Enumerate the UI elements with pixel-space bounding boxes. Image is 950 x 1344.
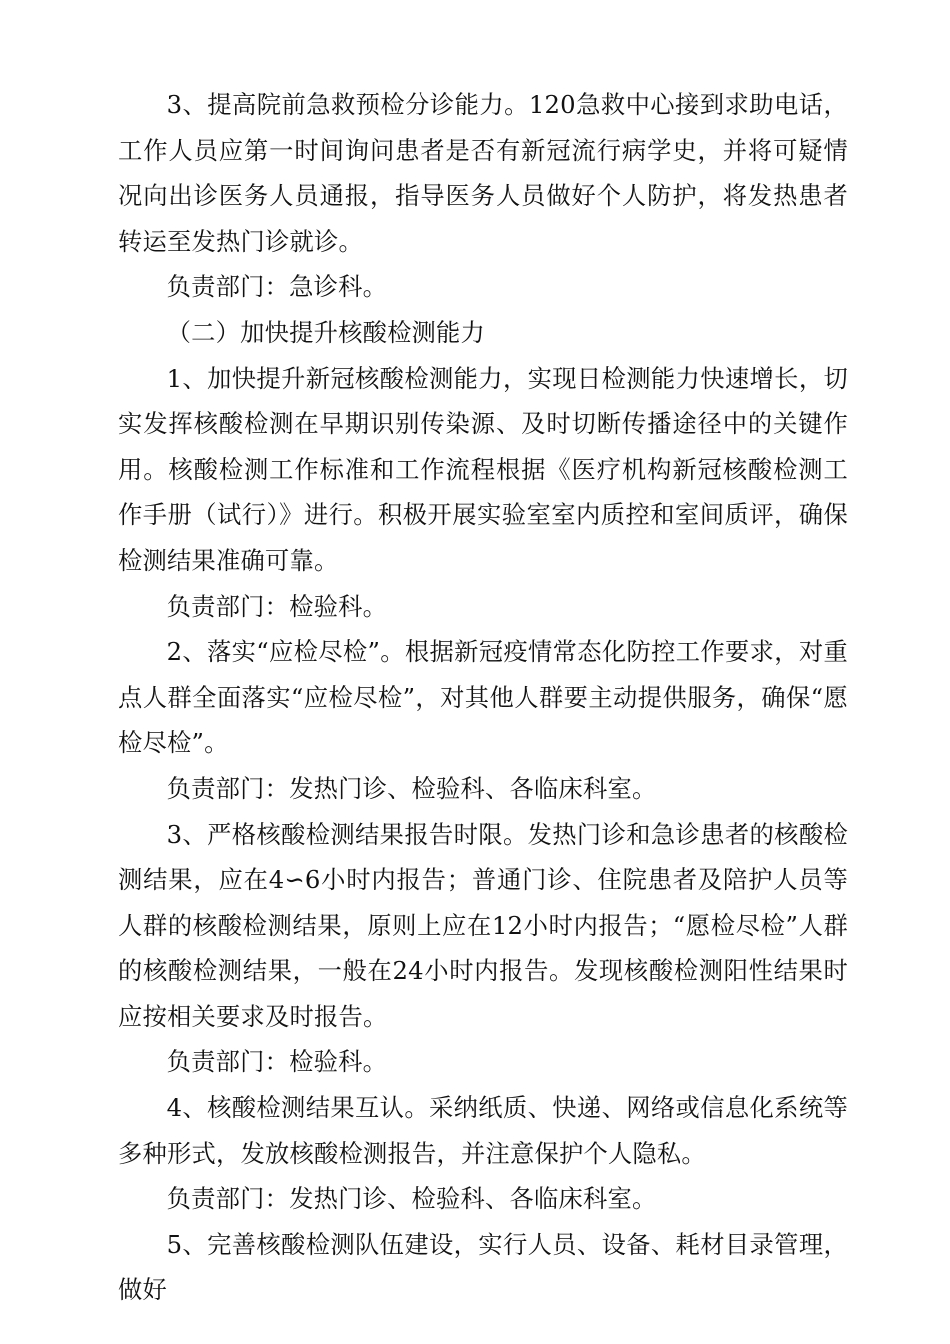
section-heading: （二）加快提升核酸检测能力	[166, 317, 486, 347]
paragraph-mutual-recognition: 4、核酸检测结果互认。采纳纸质、快递、网络或信息化系统等多种形式，发放核酸检测报告，并注意保护个人隐私。	[118, 1093, 848, 1168]
document-page	[118, 82, 848, 1313]
paragraph-testing-capacity: 1、加快提升新冠核酸检测能力，实现日检测能力快速增长，切实发挥核酸检测在早期识别传染源、及时切断传播途径中的关键作用。核酸检测工作标准和工作流程根据《医疗机构新冠核酸检测工作手册（试行）》进行。积极开展实验室室内质控和室间质评，确保检测结果准确可靠。	[118, 363, 848, 575]
paragraph-responsible-dept: 负责部门：发热门诊、检验科、各临床科室。	[166, 1184, 657, 1214]
paragraph-test-all: 2、落实“应检尽检”。根据新冠疫情常态化防控工作要求，对重点人群全面落实“应检尽检”，对其他人群要主动提供服务，确保“愿检尽检”。	[118, 637, 848, 758]
paragraph-report-time-limit: 3、严格核酸检测结果报告时限。发热门诊和急诊患者的核酸检测结果，应在4∽6小时内报告；普通门诊、住院患者及陪护人员等人群的核酸检测结果，原则上应在12小时内报告；“愿检尽检”人群的核酸检测结果，一般在24小时内报告。发现核酸检测阳性结果时应按相关要求及时报告。	[118, 819, 848, 1031]
paragraph-responsible-dept: 负责部门：检验科。	[166, 1047, 388, 1077]
paragraph-responsible-dept: 负责部门：发热门诊、检验科、各临床科室。	[166, 773, 657, 803]
paragraph-responsible-dept: 负责部门：检验科。	[166, 591, 388, 621]
paragraph-prehospital-triage: 3、提高院前急救预检分诊能力。120急救中心接到求助电话，工作人员应第一时间询问患者是否有新冠流行病学史，并将可疑情况向出诊医务人员通报，指导医务人员做好个人防护，将发热患者转运至发热门诊就诊。	[118, 90, 848, 256]
paragraph-responsible-dept: 负责部门：急诊科。	[166, 272, 388, 302]
paragraph-team-building: 5、完善核酸检测队伍建设，实行人员、设备、耗材目录管理，做好	[118, 1229, 848, 1305]
